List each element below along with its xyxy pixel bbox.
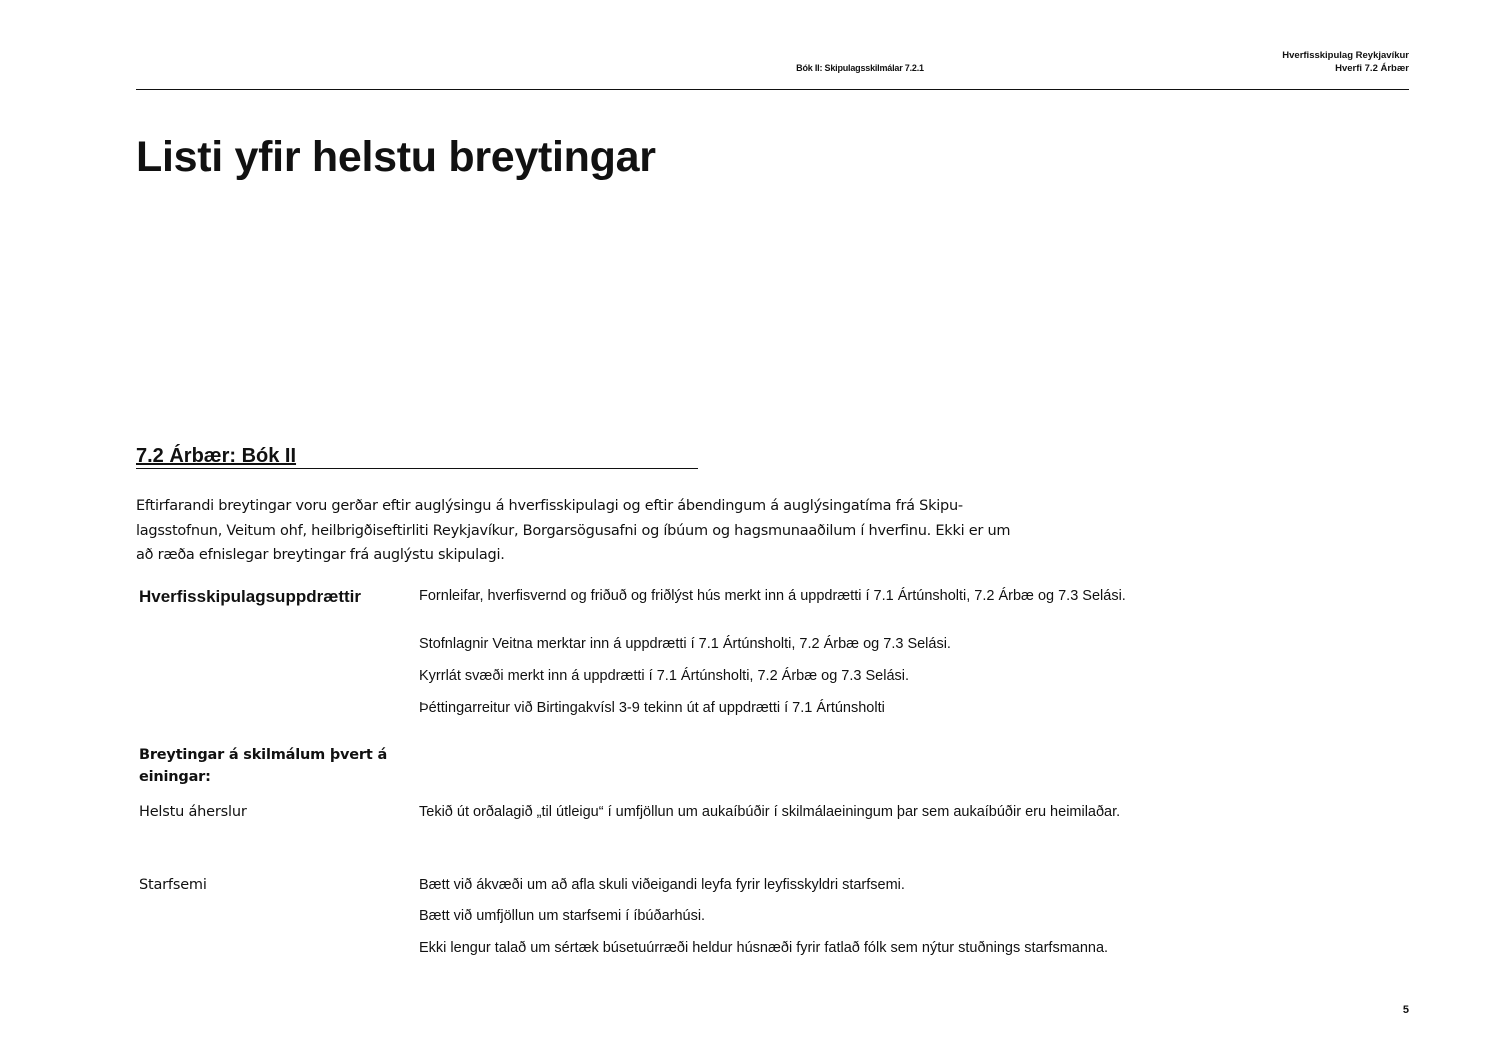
change-item: Bætt við umfjöllun um starfsemi í íbúðarhúsi. [419, 908, 706, 924]
header-title-line-1: Hverfisskipulag Reykjavíkur [1282, 50, 1409, 61]
group-label-uppdrattir: Hverfisskipulagsuppdrættir [139, 587, 361, 606]
change-item: Kyrrlát svæði merkt inn á uppdrætti í 7.1 Ártúnsholti, 7.2 Árbæ og 7.3 Selási. [419, 668, 910, 684]
group-label-aherslur: Helstu áherslur [139, 804, 247, 820]
change-item: Stofnlagnir Veitna merktar inn á uppdrætti í 7.1 Ártúnsholti, 7.2 Árbæ og 7.3 Selási. [419, 636, 951, 652]
section-intro: Eftirfarandi breytingar voru gerðar eftir auglýsingu á hverfisskipulagi og eftir ábendingum á auglýsingatíma frá Skipu-lagsstofnun, Veitum ohf, heilbrigðiseftirliti Reykjavíkur, Borgarsögusafni og íbúum og hagsmunaaðilum í hverfinu. Ekki er um að ræða efnislegar breytingar frá auglýstu skipulagi. [136, 498, 1011, 563]
page-number: 5 [1402, 1004, 1409, 1016]
change-item: Tekið út orðalagið „til útleigu“ í umfjöllun um aukaíbúðir í skilmálaeiningum þar sem aukaíbúðir eru heimilaðar. [419, 804, 1121, 820]
group-label-starfsemi: Starfsemi [139, 877, 207, 893]
change-item: Ekki lengur talað um sértæk búsetuúrræði heldur húsnæði fyrir fatlað fólk sem nýtur stuðnings starfsmanna. [419, 940, 1109, 956]
header-divider [136, 89, 1409, 90]
change-item: Þéttingarreitur við Birtingakvísl 3-9 tekinn út af uppdrætti í 7.1 Ártúnsholti [419, 700, 885, 716]
change-item: Bætt við ákvæði um að afla skuli viðeigandi leyfa fyrir leyfisskyldri starfsemi. [419, 877, 905, 893]
change-item: Fornleifar, hverfisvernd og friðuð og friðlýst hús merkt inn á uppdrætti í 7.1 Ártúnsholti, 7.2 Árbæ og 7.3 Selási. [419, 588, 1126, 604]
header-title-line-2: Hverfi 7.2 Árbær [1335, 63, 1409, 74]
header-document-title [1282, 49, 1409, 75]
group-label-skilmalar: Breytingar á skilmálum þvert á einingar: [139, 747, 388, 785]
page-title: Listi yfir helstu breytingar [136, 133, 656, 181]
header-section-label: Bók II: Skipulagsskilmálar 7.2.1 [796, 63, 924, 73]
section-heading: 7.2 Árbær: Bók II [136, 444, 698, 469]
